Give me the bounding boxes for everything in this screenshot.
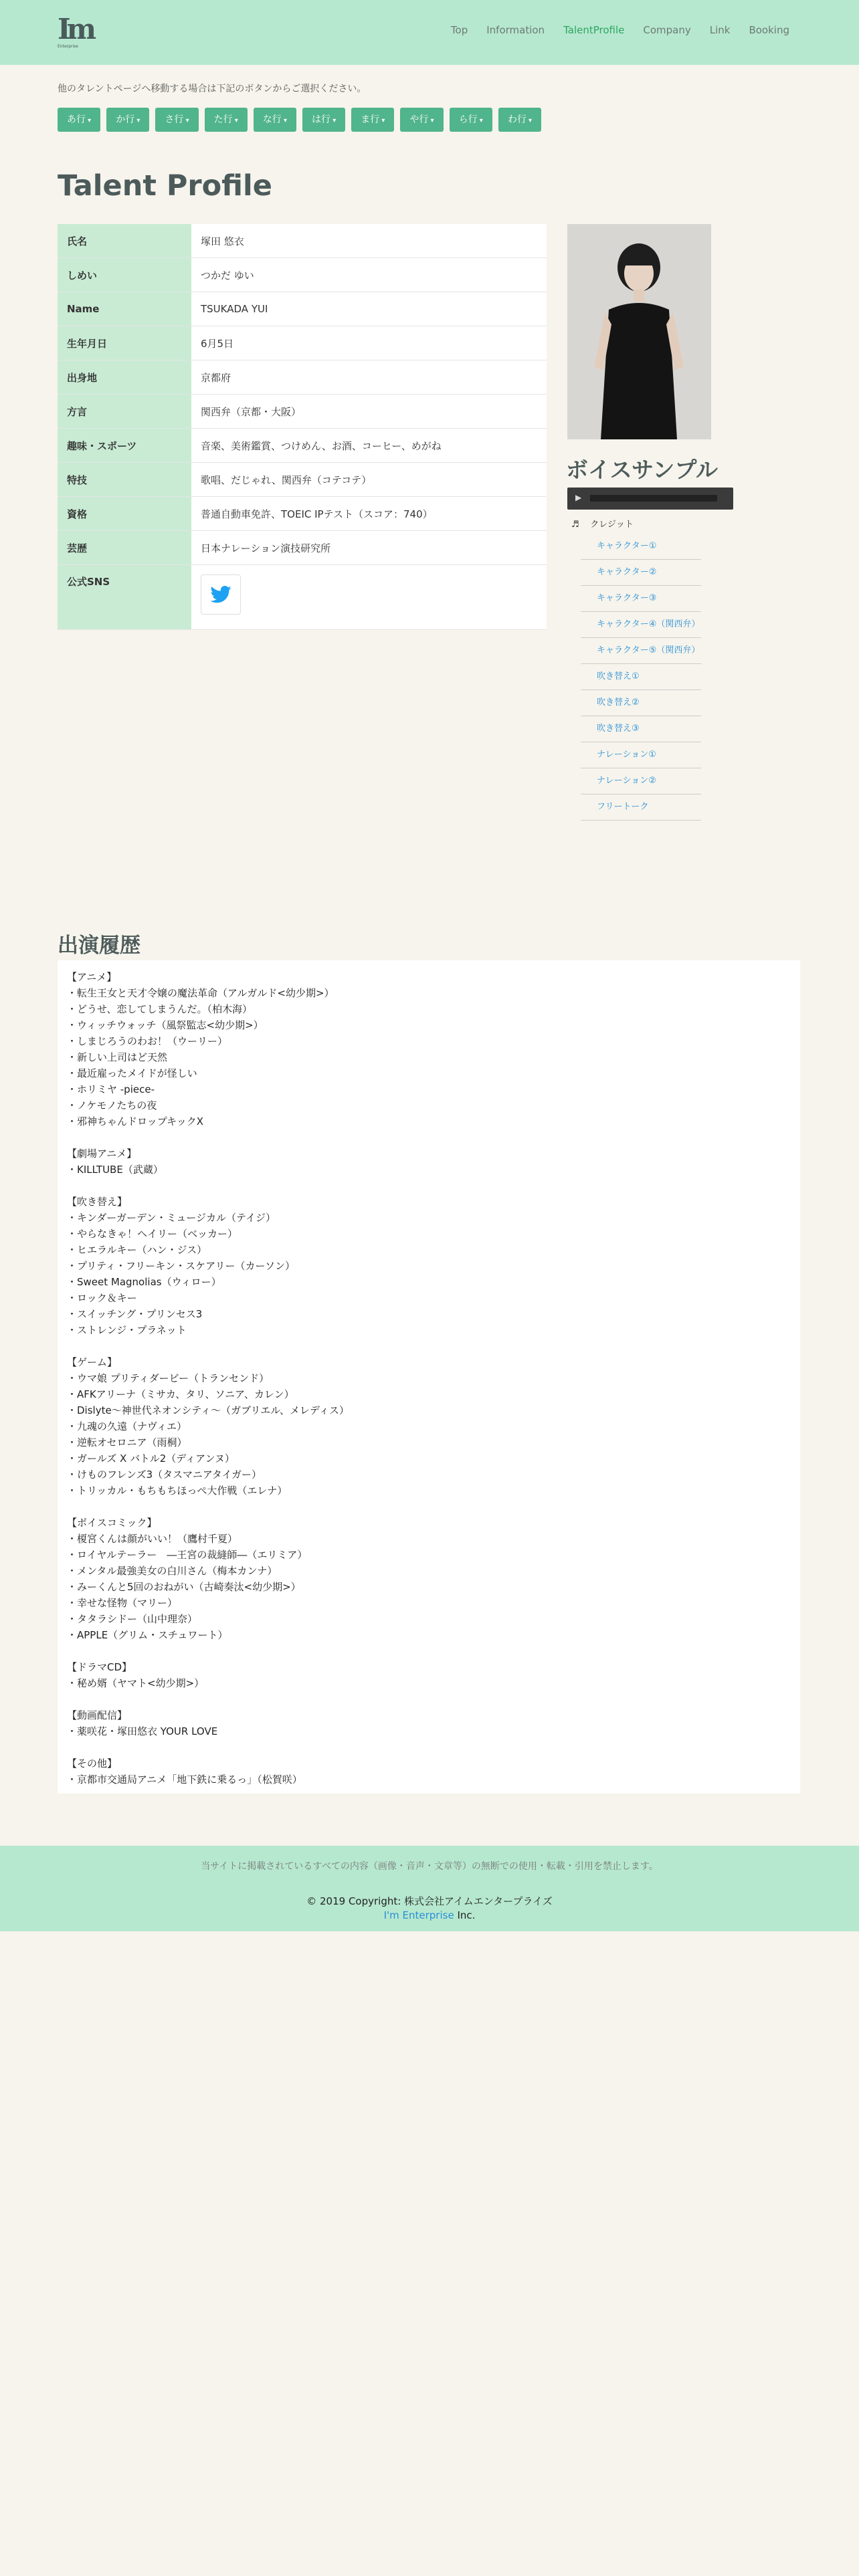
kana-dropdown-ta[interactable]: た行 ▾ <box>205 108 248 132</box>
profile-label: 趣味・スポーツ <box>58 429 191 463</box>
profile-table <box>58 224 547 630</box>
profile-value: 普通自動車免許、TOEIC IPテスト（スコア：740） <box>191 497 547 531</box>
voice-sample-item[interactable]: キャラクター③ <box>581 586 701 612</box>
profile-value: 日本ナレーション演技研究所 <box>191 531 547 565</box>
voice-sample-item[interactable]: 吹き替え② <box>581 690 701 716</box>
twitter-link[interactable] <box>201 574 241 615</box>
voice-sample-item[interactable]: キャラクター② <box>581 560 701 586</box>
credit-label: クレジット <box>590 520 634 530</box>
music-note-icon: ♬ <box>571 520 579 530</box>
kana-dropdown-ha[interactable]: は行 ▾ <box>302 108 345 132</box>
kana-dropdown-wa[interactable]: わ行 ▾ <box>498 108 541 132</box>
profile-label: 芸歴 <box>58 531 191 565</box>
profile-value: 音楽、美術鑑賞、つけめん、お酒、コーヒー、めがね <box>191 429 547 463</box>
profile-row <box>58 531 547 565</box>
footer-company <box>0 1909 859 1921</box>
logo-sub: Enterprise <box>58 44 78 49</box>
profile-row <box>58 360 547 395</box>
kana-dropdown-ya[interactable]: や行 ▾ <box>400 108 443 132</box>
voice-sample-item[interactable]: ナレーション② <box>581 768 701 794</box>
voice-sample-item[interactable]: 吹き替え① <box>581 664 701 690</box>
career-box <box>58 960 800 1794</box>
profile-row <box>58 258 547 292</box>
profile-value: つかだ ゆい <box>191 258 547 292</box>
footer-notice: 当サイトに掲載されているすべての内容（画像・音声・文章等）の無断での使用・転載・引用を禁止します。 <box>201 1861 658 1872</box>
logo-mark: Im <box>58 13 93 45</box>
talent-portrait-image <box>567 224 711 439</box>
site-footer <box>0 1846 859 1931</box>
main-nav <box>451 24 789 36</box>
page-title: Talent Profile <box>58 169 272 203</box>
profile-row <box>58 395 547 429</box>
kana-dropdown-ma[interactable]: ま行 ▾ <box>351 108 394 132</box>
sns-cell <box>191 565 547 630</box>
profile-label: 生年月日 <box>58 326 191 360</box>
kana-dropdown-a[interactable]: あ行 ▾ <box>58 108 100 132</box>
profile-label: 方言 <box>58 395 191 429</box>
audio-player[interactable] <box>567 488 733 510</box>
profile-label: 資格 <box>58 497 191 531</box>
nav-booking[interactable]: Booking <box>749 24 789 36</box>
profile-row <box>58 326 547 360</box>
voice-sample-item[interactable]: キャラクター⑤（関西弁） <box>581 638 701 664</box>
credit-row <box>571 517 634 530</box>
profile-row <box>58 463 547 497</box>
voice-sample-item[interactable]: ナレーション① <box>581 742 701 768</box>
nav-information[interactable]: Information <box>486 24 545 36</box>
nav-top[interactable]: Top <box>450 24 468 36</box>
talent-photo <box>567 224 711 439</box>
profile-value: 京都府 <box>191 360 547 395</box>
profile-label: 公式SNS <box>58 565 191 630</box>
career-section-title: 出演履歴 <box>58 934 140 958</box>
footer-copyright: © 2019 Copyright: 株式会社アイムエンタープライズ <box>306 1895 553 1907</box>
profile-row <box>58 224 547 258</box>
voice-sample-title: ボイスサンプル <box>566 457 719 483</box>
profile-value: TSUKADA YUI <box>191 292 547 326</box>
site-header <box>0 0 859 65</box>
profile-label: 氏名 <box>58 224 191 258</box>
kana-dropdown-ra[interactable]: ら行 ▾ <box>450 108 492 132</box>
nav-talent-profile[interactable]: TalentProfile <box>563 24 625 36</box>
site-logo[interactable] <box>58 13 93 49</box>
kana-dropdown-sa[interactable]: さ行 ▾ <box>155 108 198 132</box>
audio-progress-bar[interactable] <box>590 495 717 502</box>
company-suffix: Inc. <box>454 1909 476 1921</box>
profile-value: 6月5日 <box>191 326 547 360</box>
voice-sample-item[interactable]: フリートーク <box>581 794 701 821</box>
profile-label: 出身地 <box>58 360 191 395</box>
voice-sample-item[interactable]: キャラクター④（関西弁） <box>581 612 701 638</box>
company-link[interactable]: I'm Enterprise <box>383 1909 454 1921</box>
voice-sample-list <box>581 534 701 821</box>
profile-value: 関西弁（京都・大阪） <box>191 395 547 429</box>
career-text: 【アニメ】 ・転生王女と天才令嬢の魔法革命（アルガルド<幼少期>） ・どうせ、恋してしまうんだ。（柏木海） ・ウィッチウォッチ（風祭監志<幼少期>） ・しまじろうのわお！（ウーリー） ・新しい上司はど天然 ・最近雇ったメイドが怪しい ・ホリミヤ -piece- ・ノケモノたちの夜 ・邪神ちゃんドロップキックX 【劇場アニメ】 ・KILLTUBE（武蔵） 【吹き替え】 ・キンダーガーデン・ミュージカル（テイジ） ・やらなきゃ！ヘイリー（ベッカー） ・ヒエラルキー（ハン・ジス） ・プリティ・フリーキン・スケアリー（カーソン） ・Sweet Magnolias（ウィロー） ・ロック＆キー ・スイッチング・プリンセス3 ・ストレンジ・プラネット 【ゲーム】 ・ウマ娘 プリティダービー（トランセンド） ・AFKアリーナ（ミサカ、タリ、ソニア、カレン） ・Dislyte〜神世代ネオンシティ〜（ガブリエル、メレディス） ・九魂の久遠（ナヴィエ） ・逆転オセロニア（雨桐） ・ガールズ X バトル2（ディアンヌ） ・けものフレンズ3（タスマニアタイガー） ・トリッカル・もちもちほっぺ大作戦（エレナ） 【ボイスコミック】 ・榎宮くんは顔がいい！（鷹村千夏） ・ロイヤルテーラー ―王宮の裁縫師―（エリミア） ・メンタル最強美女の白川さん（梅本カンナ） ・みーくんと5回のおねがい（古崎奏汰<幼少期>） ・幸せな怪物（マリー） ・タタラシドー（山中理奈） ・APPLE（グリム・スチュワート） 【ドラマCD】 ・秘め婿（ヤマト<幼少期>） 【動画配信】 ・薬咲花・塚田悠衣 YOUR LOVE 【その他】 ・京都市交通局アニメ「地下鉄に乗るっ」（松賀咲） <box>67 971 349 1786</box>
nav-link[interactable]: Link <box>709 24 731 36</box>
profile-label: しめい <box>58 258 191 292</box>
profile-value: 塚田 悠衣 <box>191 224 547 258</box>
twitter-icon <box>210 586 231 603</box>
kana-dropdown-na[interactable]: な行 ▾ <box>254 108 296 132</box>
profile-label: 特技 <box>58 463 191 497</box>
profile-value: 歌唱、だじゃれ、関西弁（コテコテ） <box>191 463 547 497</box>
profile-row <box>58 292 547 326</box>
talent-nav-notice: 他のタレントページへ移動する場合は下記のボタンからご選択ください。 <box>58 84 367 94</box>
profile-row-sns <box>58 565 547 630</box>
profile-label: Name <box>58 292 191 326</box>
nav-company[interactable]: Company <box>643 24 691 36</box>
kana-filter-bar <box>58 108 541 132</box>
voice-sample-item[interactable]: 吹き替え③ <box>581 716 701 742</box>
play-icon[interactable]: ▶ <box>575 493 582 502</box>
profile-row <box>58 429 547 463</box>
kana-dropdown-ka[interactable]: か行 ▾ <box>106 108 149 132</box>
voice-sample-item[interactable]: キャラクター① <box>581 534 701 560</box>
profile-row <box>58 497 547 531</box>
